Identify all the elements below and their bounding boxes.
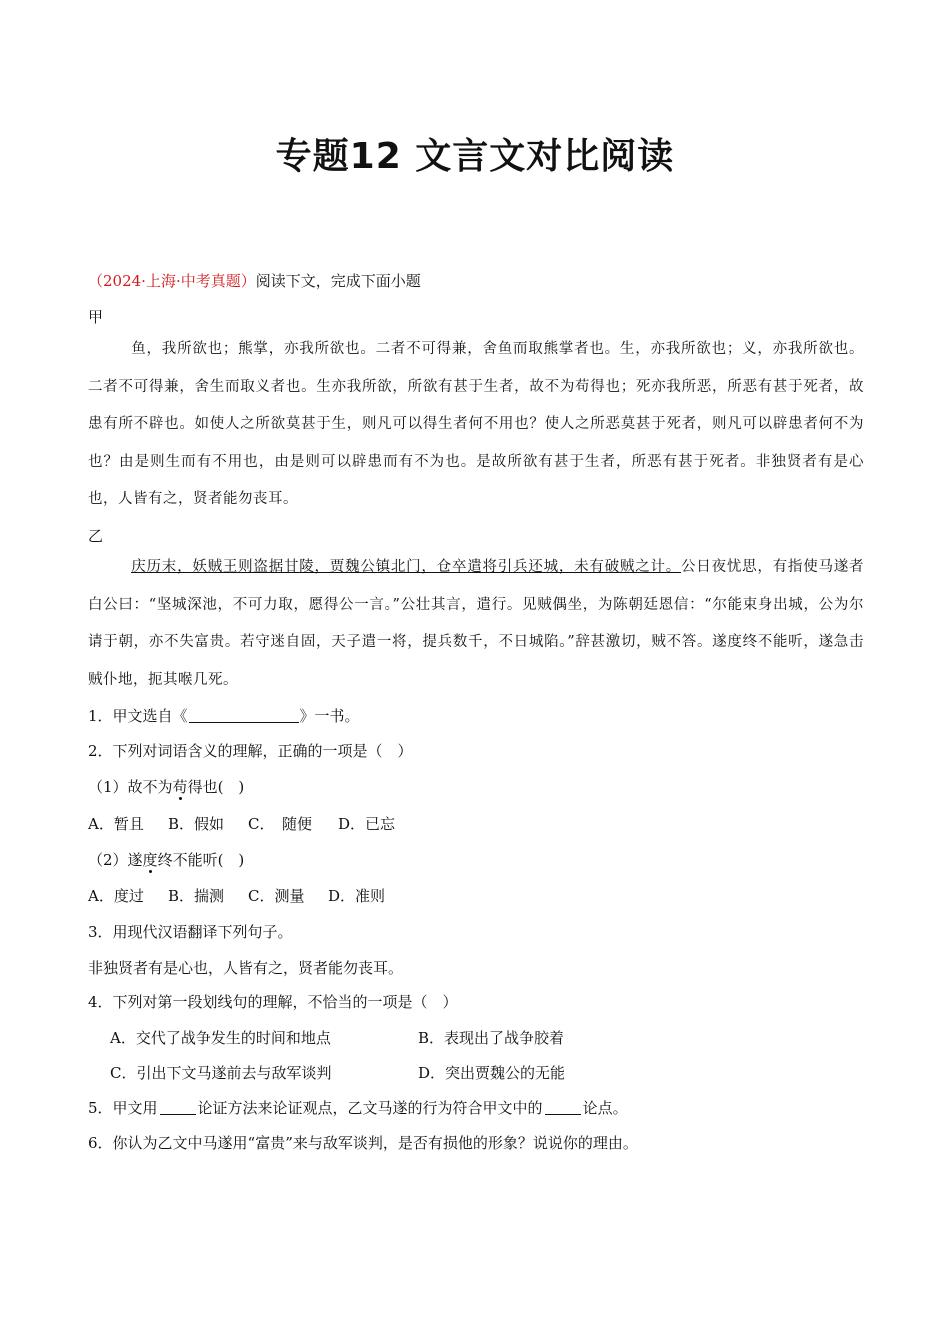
passage-b-label: 乙 xyxy=(88,527,104,545)
q2-sub2-option-c[interactable]: C．测量 xyxy=(248,887,305,905)
question-3-sentence: 非独贤者有是心也，人皆有之，贤者能勿丧耳。 xyxy=(88,959,404,977)
q2-sub1-option-c[interactable]: C． 随便 xyxy=(248,815,312,833)
question-2-sub1 xyxy=(88,776,244,797)
q1-answer-blank[interactable] xyxy=(189,722,299,723)
q4-option-b[interactable]: B．表现出了战争胶着 xyxy=(418,1029,565,1047)
q2-sub2-post: 终不能听( ) xyxy=(157,851,245,869)
passage-b xyxy=(88,549,864,699)
question-6: 6．你认为乙文中马遂用“富贵”来与敌军谈判，是否有损他的形象？说说你的理由。 xyxy=(88,1134,638,1152)
question-3-stem: 3．用现代汉语翻译下列句子。 xyxy=(88,923,293,941)
passage-b-text: 公日夜忧思，有指使马遂者白公曰：“坚城深池，不可力取，愿得公一言。”公壮其言，遣行。见贼偶坐，为陈朝廷恩信：“尔能束身出城，公为尔请于朝，亦不失富贵。若守迷自固，天子遣一将，提兵数千，不日城陷。”辞甚激切，贼不答。遂度终不能听，遂急击贼仆地，扼其喉几死。 xyxy=(88,559,865,688)
q2-sub2-option-b[interactable]: B．揣测 xyxy=(168,887,225,905)
q2-sub2-keyword: 度 xyxy=(142,851,158,869)
q4-option-a[interactable]: A．交代了战争发生的时间和地点 xyxy=(110,1029,331,1047)
passage-a xyxy=(88,331,864,519)
question-2-sub2 xyxy=(88,849,244,870)
question-2-stem: 2．下列对词语含义的理解，正确的一项是（ ） xyxy=(88,742,413,760)
q4-option-d[interactable]: D．突出贾魏公的无能 xyxy=(418,1064,566,1082)
q1-prefix: 1．甲文选自《 xyxy=(88,707,188,725)
q2-sub1-post: 得也( ) xyxy=(187,778,245,796)
q2-sub2-pre: （2）遂 xyxy=(88,851,143,869)
question-4-stem: 4．下列对第一段划线句的理解，不恰当的一项是（ ） xyxy=(88,993,458,1011)
intro-instruction: 阅读下文，完成下面小题 xyxy=(255,272,421,290)
q2-sub1-pre: （1）故不为 xyxy=(88,778,173,796)
q4-option-c[interactable]: C．引出下文马遂前去与敌军谈判 xyxy=(110,1064,332,1082)
passage-a-label: 甲 xyxy=(88,308,104,326)
underlined-sentence: 庆历末，妖贼王则盗据甘陵，贾魏公镇北门，仓卒遣将引兵还城，未有破贼之计。 xyxy=(131,559,682,575)
q2-sub1-option-b[interactable]: B．假如 xyxy=(168,815,225,833)
q5-part2: 论证方法来论证观点，乙文马遂的行为符合甲文中的 xyxy=(197,1099,543,1117)
source-tag: （2024·上海·中考真题） xyxy=(88,272,256,290)
q2-sub2-option-a[interactable]: A．度过 xyxy=(88,887,144,905)
q5-part1: 5．甲文用 xyxy=(88,1099,158,1117)
q5-blank-2[interactable] xyxy=(545,1114,581,1115)
question-5 xyxy=(88,1097,628,1118)
question-1 xyxy=(88,705,360,726)
q5-blank-1[interactable] xyxy=(160,1114,196,1115)
q2-sub1-keyword: 苟 xyxy=(172,778,188,796)
q2-sub1-option-d[interactable]: D．已忘 xyxy=(338,815,396,833)
passage-a-text: 鱼，我所欲也；熊掌，亦我所欲也。二者不可得兼，舍鱼而取熊掌者也。生，亦我所欲也；义，亦我所欲也。二者不可得兼，舍生而取义者也。生亦我所欲，所欲有甚于生者，故不为苟得也；死亦我所恶，所恶有甚于死者，故患有所不辟也。如使人之所欲莫甚于生，则凡可以得生者何不用也？使人之所恶莫甚于死者，则凡可以辟患者何不为也？由是则生而有不用也，由是则可以辟患而有不为也。是故所欲有甚于生者，所恶有甚于死者。非独贤者有是心也，人皆有之，贤者能勿丧耳。 xyxy=(88,341,864,507)
q1-suffix: 》一书。 xyxy=(299,707,360,725)
q2-sub2-option-d[interactable]: D．准则 xyxy=(328,887,386,905)
page-title: 专题12 文言文对比阅读 xyxy=(275,136,675,177)
intro-line xyxy=(88,270,421,291)
q5-part3: 论点。 xyxy=(582,1099,628,1117)
q2-sub1-option-a[interactable]: A．暂且 xyxy=(88,815,144,833)
